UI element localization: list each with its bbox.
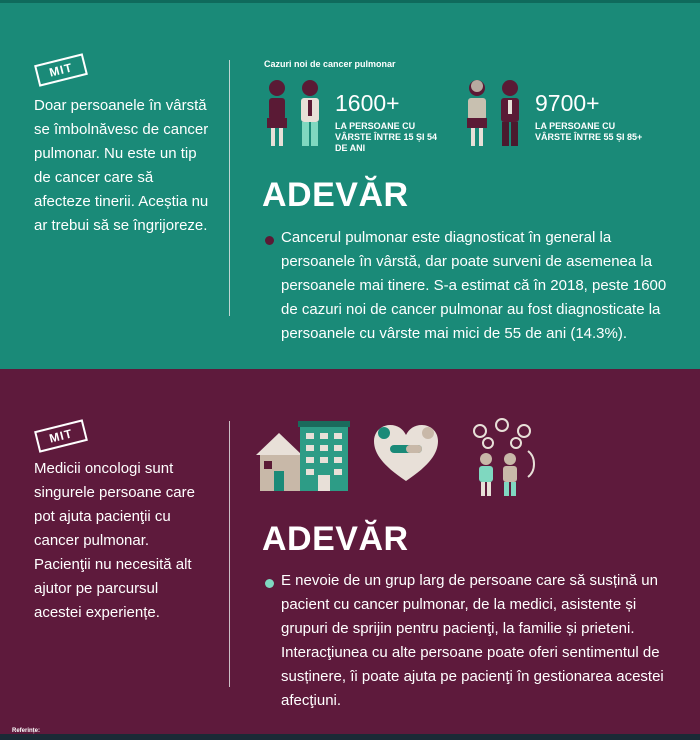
myth-text: Medicii oncologi sunt singurele persoane care pot ajuta pacienţii cu cancer pulmonar. Pacienţii nu necesită alt ajutor pe parcursul acestei experiențe.	[34, 460, 195, 621]
truth-text: Cancerul pulmonar este diagnosticat în general la persoanele în vârstă, dar poate surveni de asemenea la persoanele mai tinere. S-a estimat că în 2018, peste 1600 de cazuri noi de cancer pulmonar au fost diagnosticate la persoanele cu vârste mai mici de 55 de ani (14.3%).	[281, 229, 667, 342]
stat2-number: 9700+	[535, 90, 600, 116]
family-group-icon	[466, 417, 538, 499]
elderly-couple-icon	[462, 78, 528, 150]
myth-section-support	[0, 369, 700, 740]
bottom-bar	[0, 734, 700, 740]
myth-text: Doar persoanele în vârstă se îmbolnăvesc de cancer pulmonar. Nu este un tip de cancer care să afecteze tinerii. Aceștia nu ar trebui să se îngrijoreze.	[34, 97, 209, 234]
stats-title: Cazuri noi de cancer pulmonar	[264, 59, 396, 69]
young-couple-icon	[262, 78, 328, 150]
myth-section-young-patients	[0, 0, 700, 369]
mit-badge: MIT	[34, 419, 88, 452]
mit-badge: MIT	[34, 53, 88, 86]
stat1-number: 1600+	[335, 90, 400, 116]
divider-line	[229, 60, 230, 316]
divider-line	[229, 421, 230, 687]
top-border	[0, 0, 700, 3]
stat1-label: LA PERSOANE CU VÂRSTE ÎNTRE 15 ȘI 54 DE ANI	[335, 121, 438, 153]
bullet-dot	[265, 579, 274, 588]
truth-heading: ADEVĂR	[262, 176, 409, 214]
truth-heading: ADEVĂR	[262, 520, 409, 558]
stat2-label: LA PERSOANE CU VÂRSTE ÎNTRE 55 ȘI 85+	[535, 121, 643, 142]
truth-text: E nevoie de un grup larg de persoane care să susțină un pacient cu cancer pulmonar, de la medici, asistente și grupuri de sprijin pentru pacienţi, la familie și prieteni. Interacţiunea cu alte persoane poate oferi sentimentul de susținere, îi poate ajuta pe pacienţi în gestionarea acestei afecţiuni.	[281, 572, 664, 709]
bullet-dot	[265, 236, 274, 245]
heart-handshake-icon	[372, 419, 440, 487]
house-building-icon	[254, 419, 354, 493]
references-label: Referințe:	[12, 728, 41, 734]
